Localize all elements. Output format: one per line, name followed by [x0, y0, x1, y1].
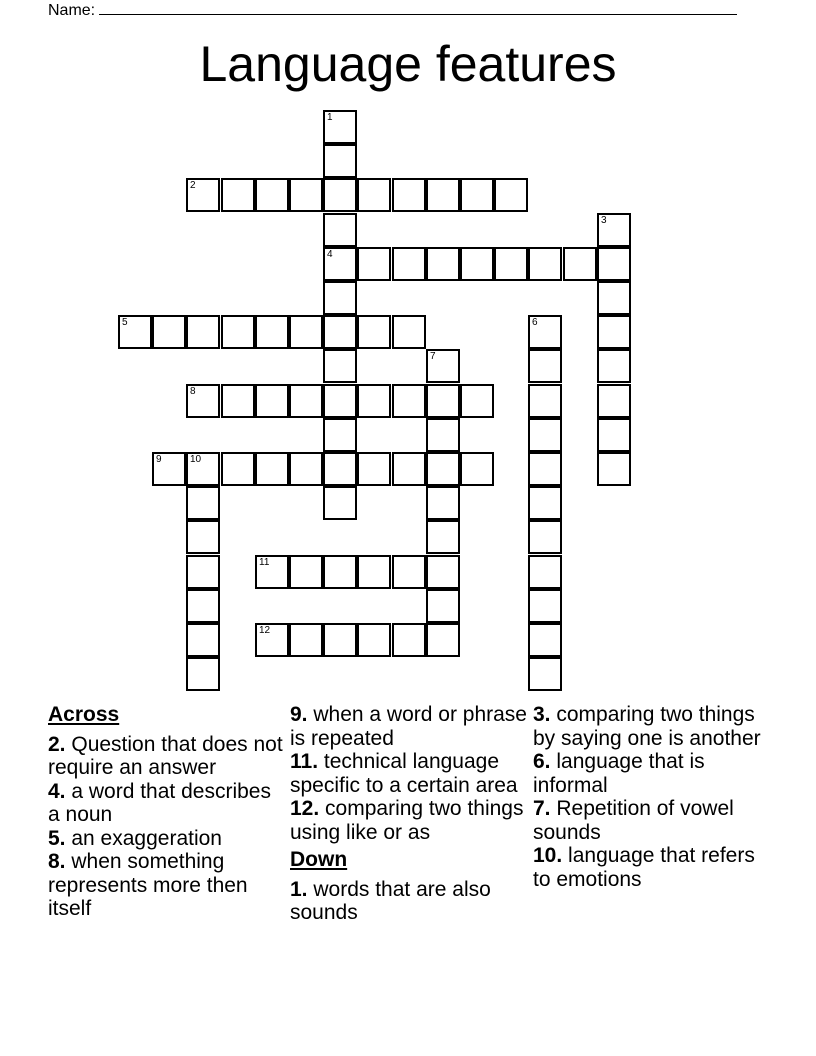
grid-cell[interactable]: [597, 349, 631, 383]
clue-number: 9: [156, 454, 162, 465]
grid-cell[interactable]: [494, 247, 528, 281]
grid-cell[interactable]: [186, 486, 220, 520]
grid-cell[interactable]: [392, 315, 426, 349]
grid-cell[interactable]: [255, 623, 289, 657]
grid-cell[interactable]: [289, 452, 323, 486]
grid-cell[interactable]: [528, 384, 562, 418]
grid-cell[interactable]: [460, 247, 494, 281]
grid-cell[interactable]: [597, 247, 631, 281]
grid-cell[interactable]: [323, 452, 357, 486]
grid-cell[interactable]: [392, 452, 426, 486]
grid-cell[interactable]: [528, 247, 562, 281]
grid-cell[interactable]: [221, 178, 255, 212]
grid-cell[interactable]: [289, 315, 323, 349]
grid-cell[interactable]: [392, 623, 426, 657]
grid-cell[interactable]: [528, 623, 562, 657]
down-heading: Down: [290, 848, 348, 871]
grid-cell[interactable]: [289, 623, 323, 657]
clue-number: 1: [327, 112, 333, 123]
grid-cell[interactable]: [392, 555, 426, 589]
grid-cell[interactable]: [221, 315, 255, 349]
grid-cell[interactable]: [323, 418, 357, 452]
grid-cell[interactable]: [186, 315, 220, 349]
grid-cell[interactable]: [528, 657, 562, 691]
grid-cell[interactable]: [426, 384, 460, 418]
grid-cell[interactable]: [392, 384, 426, 418]
clue-across-11: 11. technical language specific to a certain area: [290, 750, 518, 797]
grid-cell[interactable]: [323, 213, 357, 247]
clues-column-3: [533, 703, 773, 891]
clue-across-2: 2. Question that does not require an answer: [48, 732, 283, 779]
grid-cell[interactable]: [528, 589, 562, 623]
grid-cell[interactable]: [597, 384, 631, 418]
clue-number: 3: [601, 215, 607, 226]
clue-number: 2: [190, 180, 196, 191]
clues-column-1: [48, 703, 288, 921]
clue-number: 10: [190, 454, 202, 465]
clue-down-10: 10. language that refers to emotions: [533, 844, 755, 891]
grid-cell[interactable]: [152, 315, 186, 349]
grid-cell[interactable]: [323, 349, 357, 383]
grid-cell[interactable]: [528, 315, 562, 349]
grid-cell[interactable]: [597, 452, 631, 486]
grid-cell[interactable]: [426, 520, 460, 554]
grid-cell[interactable]: [357, 452, 391, 486]
grid-cell[interactable]: [255, 555, 289, 589]
grid-cell[interactable]: [118, 315, 152, 349]
grid-cell[interactable]: [357, 247, 391, 281]
grid-cell[interactable]: [494, 178, 528, 212]
grid-cell[interactable]: [426, 178, 460, 212]
grid-cell[interactable]: [186, 623, 220, 657]
grid-cell[interactable]: [323, 110, 357, 144]
grid-cell[interactable]: [597, 281, 631, 315]
grid-cell[interactable]: [392, 178, 426, 212]
grid-cell[interactable]: [460, 384, 494, 418]
grid-cell[interactable]: [186, 384, 220, 418]
grid-cell[interactable]: [255, 178, 289, 212]
clue-across-9: 9. when a word or phrase is repeated: [290, 703, 527, 750]
grid-cell[interactable]: [289, 384, 323, 418]
across-heading: Across: [48, 703, 120, 726]
grid-cell[interactable]: [255, 452, 289, 486]
grid-cell[interactable]: [323, 144, 357, 178]
grid-cell[interactable]: [152, 452, 186, 486]
grid-cell[interactable]: [255, 384, 289, 418]
grid-cell[interactable]: [528, 452, 562, 486]
grid-cell[interactable]: [221, 384, 255, 418]
grid-cell[interactable]: [323, 486, 357, 520]
grid-cell[interactable]: [289, 555, 323, 589]
grid-cell[interactable]: [528, 418, 562, 452]
grid-cell[interactable]: [460, 452, 494, 486]
grid-cell[interactable]: [426, 452, 460, 486]
grid-cell[interactable]: [186, 657, 220, 691]
grid-cell[interactable]: [426, 555, 460, 589]
grid-cell[interactable]: [597, 213, 631, 247]
grid-cell[interactable]: [426, 418, 460, 452]
grid-cell[interactable]: [357, 623, 391, 657]
grid-cell[interactable]: [255, 315, 289, 349]
clue-down-6: 6. language that is informal: [533, 750, 705, 797]
grid-cell[interactable]: [186, 589, 220, 623]
grid-cell[interactable]: [426, 349, 460, 383]
clue-down-7: 7. Repetition of vowel sounds: [533, 797, 734, 844]
grid-cell[interactable]: [323, 315, 357, 349]
grid-cell[interactable]: [528, 520, 562, 554]
clue-down-1: 1. words that are also sounds: [290, 877, 491, 924]
clue-number: 6: [532, 317, 538, 328]
grid-cell[interactable]: [460, 178, 494, 212]
grid-cell[interactable]: [323, 247, 357, 281]
grid-cell[interactable]: [186, 178, 220, 212]
clue-number: 11: [259, 557, 270, 568]
grid-cell[interactable]: [289, 178, 323, 212]
grid-cell[interactable]: [528, 349, 562, 383]
grid-cell[interactable]: [528, 555, 562, 589]
clue-number: 7: [430, 351, 436, 362]
clue-down-3: 3. comparing two things by saying one is another: [533, 703, 761, 750]
grid-cell[interactable]: [357, 555, 391, 589]
grid-cell[interactable]: [323, 178, 357, 212]
grid-cell[interactable]: [426, 247, 460, 281]
grid-cell[interactable]: [528, 486, 562, 520]
grid-cell[interactable]: [357, 315, 391, 349]
grid-cell[interactable]: [357, 178, 391, 212]
clue-across-8: 8. when something represents more then itself: [48, 850, 248, 920]
grid-cell[interactable]: [186, 555, 220, 589]
grid-cell[interactable]: [323, 623, 357, 657]
grid-cell[interactable]: [426, 589, 460, 623]
clue-number: 5: [122, 317, 128, 328]
grid-cell[interactable]: [426, 623, 460, 657]
grid-cell[interactable]: [186, 452, 220, 486]
grid-cell[interactable]: [597, 315, 631, 349]
clue-number: 8: [190, 386, 196, 397]
clues-column-2: [290, 703, 530, 925]
grid-cell[interactable]: [221, 452, 255, 486]
grid-cell[interactable]: [323, 281, 357, 315]
name-label: Name:: [48, 2, 96, 19]
clue-across-12: 12. comparing two things using like or as: [290, 797, 524, 844]
clue-number: 4: [327, 249, 333, 260]
grid-cell[interactable]: [323, 555, 357, 589]
grid-cell[interactable]: [563, 247, 597, 281]
grid-cell[interactable]: [186, 520, 220, 554]
clue-number: 12: [259, 625, 271, 636]
clue-across-5: 5. an exaggeration: [48, 826, 222, 850]
grid-cell[interactable]: [392, 247, 426, 281]
clue-across-4: 4. a word that describes a noun: [48, 779, 271, 826]
grid-cell[interactable]: [357, 384, 391, 418]
grid-cell[interactable]: [597, 418, 631, 452]
grid-cell[interactable]: [426, 486, 460, 520]
grid-cell[interactable]: [323, 384, 357, 418]
page-title: Language features: [199, 36, 617, 92]
